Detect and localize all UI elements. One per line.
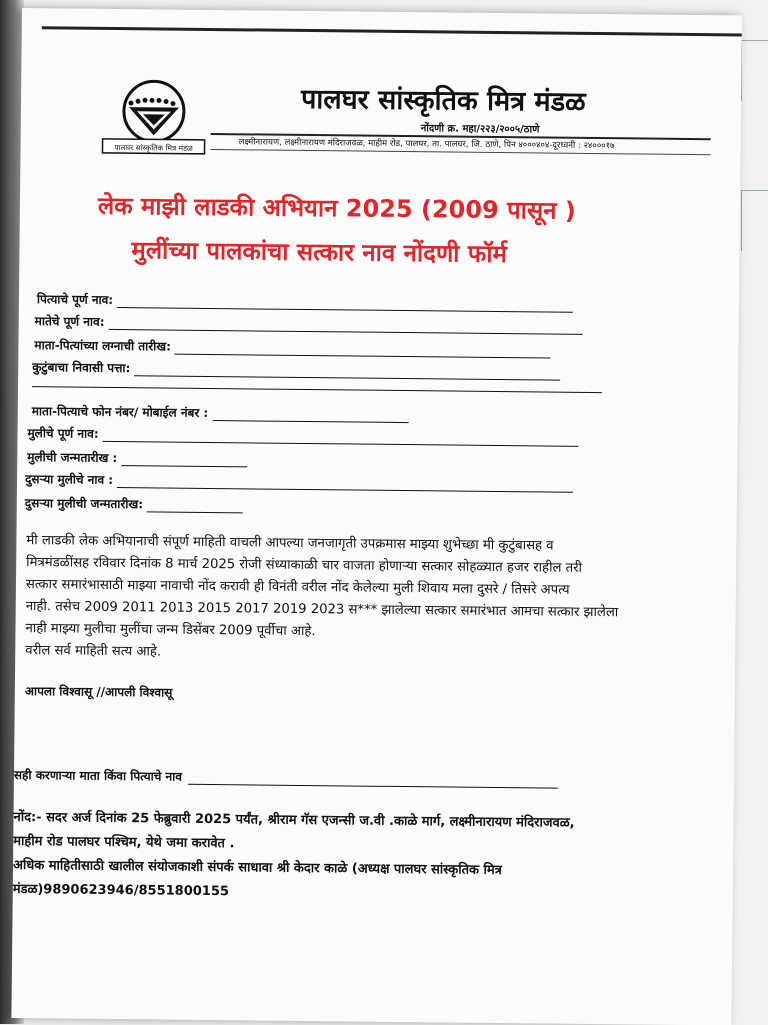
form-title: लेक माझी लाडकी अभियान 2025 (2009 पासून ) [97,191,576,225]
svg-text:पालघर सांस्कृतिक मित्र मंडळ: पालघर सांस्कृतिक मित्र मंडळ [114,142,193,153]
field-label: दुसऱ्या मुलीची जन्मतारीख: [24,496,144,512]
contact-numbers: मंडळ)9890623946/8551800155 [12,881,230,900]
fill-in-line[interactable] [117,475,573,493]
field-label: मातेचे पूर्ण नाव: [34,314,105,329]
field-father-name [37,290,573,313]
form-subtitle: मुलींच्या पालकांचा सत्कार नाव नोंदणी फॉर्म [131,236,508,269]
fill-in-line[interactable] [212,408,408,423]
signer-label: सही करणाऱ्या माता किंवा पित्याचे नाव [13,767,183,784]
organization-address: लक्ष्मीनारायण, लक्ष्मीनारायण मंदिराजवळ, माहीम रोड, पालघर, ता. पालघर, जि. ठाणे, पिन ४०००४०४-दूरध्वनी : २४०००१७ [238,137,615,152]
fill-in-line[interactable] [108,317,582,335]
field-mother-name [35,312,583,335]
organization-name: पालघर सांस्कृतिक मित्र मंडळ [300,83,586,118]
note-line: अधिक माहितीसाठी खालील संयोजकाशी संपर्क साधावा श्री केदार काळे (अध्यक्ष पालघर सांस्कृतिक मित्र [12,857,502,879]
note-line: नोंद:- सदर अर्ज दिनांक 25 फेब्रुवारी 2025 पर्यंत, श्रीराम गॅस एजन्सी ज.वी .काळे मार्ग, लक्ष्मीनारायण मंदिराजवळ, [13,809,575,831]
field-marriage-date [34,336,551,358]
fill-in-line[interactable] [117,295,573,313]
field-label: माता-पित्याचे फोन नंबर/ मोबाईल नंबर : [31,404,209,420]
fill-in-line[interactable] [147,499,243,513]
field-daughter-name [27,424,578,447]
submission-note [13,806,714,909]
declaration-line: सत्कार समारंभासाठी माझ्या नावाची नोंद करावी ही विनंती वरील नोंद केलेल्या मुली शिवाय मला दुसरे / तिसरे अपत्य [25,577,570,598]
form-page [11,8,742,1025]
organization-logo [98,79,209,160]
header-rule-bottom [211,149,711,155]
declaration-line: मी लाडकी लेक अभियानाची संपूर्ण माहिती वाचली आपल्या जनजागृती उपक्रमास माझ्या शुभेच्छा मी कुटुंबासह व [26,533,554,554]
field-daughter-birthdate [27,448,247,467]
declaration-line: वरील सर्व माहिती सत्य आहे. [25,643,162,660]
fill-in-line[interactable] [134,363,560,380]
top-rule [42,26,742,36]
fill-in-line[interactable] [121,453,247,467]
signature-line[interactable] [188,772,558,789]
field-label: मुलीचे पूर्ण नाव: [27,426,99,441]
field-label: मुलीची जन्मतारीख : [27,450,118,466]
field-second-daughter-name [25,470,573,493]
field-label: माता-पित्यांच्या लग्नाची तारीख: [34,338,171,354]
fill-in-line[interactable] [103,429,579,447]
signer-name-field [14,766,558,789]
registration-number: नोंदणी क्र. महा/२२३/२००५/ठाणे [420,123,540,136]
declaration-line: मित्रमंडळींसह रविवार दिनांक 8 मार्च 2025 रोजी संध्याकाळी चार वाजता होणाऱ्या सत्कार सोहळ्यात हजर राहील तरी [26,555,583,576]
field-label: कुटुंबाचा निवासी पत्ता: [32,360,131,376]
field-label: दुसऱ्या मुलीचे नाव : [24,472,114,487]
field-label: पित्याचे पूर्ण नाव: [36,292,114,307]
field-second-daughter-birthdate [25,494,243,513]
declaration-paragraph [25,530,716,669]
fill-in-line[interactable] [175,342,551,359]
background-paper-scrap [741,40,768,101]
address-continuation-line[interactable] [32,386,602,393]
note-line: माहीम रोड पालघर पश्चिम, येथे जमा करावेत . [13,833,235,852]
declaration-line: नाही. तसेच 2009 2011 2013 2015 2017 2019 2023 स*** झालेल्या सत्कार समारंभात आमचा सत्कार झालेला [25,599,619,621]
field-phone-number [32,402,409,423]
background-paper-scrap [741,190,768,251]
declaration-line: नाही माझ्या मुलीचा मुलींचा जन्म डिसेंबर 2009 पूर्वीचा आहे. [25,621,316,640]
closing-salutation: आपला विश्वासू //आपली विश्वासू [24,684,173,700]
field-family-address [32,358,560,381]
